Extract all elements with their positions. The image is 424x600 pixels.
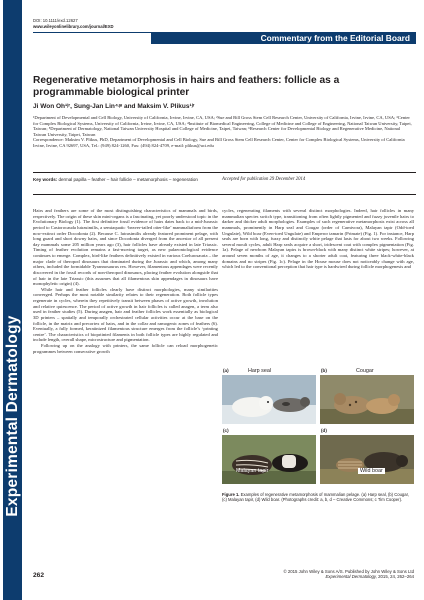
page-number: 262 — [33, 572, 45, 579]
article-title: Regenerative metamorphosis in hairs and feathers: follicle as a programmable biological printer — [33, 75, 340, 98]
panel-name: Wild boar — [360, 468, 383, 474]
panel-name: Harp seal — [248, 368, 272, 374]
accepted-date: Accepted for publication 29 December 2014 — [222, 177, 306, 182]
panel-letter: (d) — [321, 428, 327, 433]
journal-name-vertical: Experimental Dermatology — [4, 315, 21, 517]
harp-seal-photo — [222, 375, 316, 424]
figure-panel-cougar — [320, 368, 414, 424]
wild-boar-photo — [320, 435, 414, 484]
figure-1 — [222, 368, 414, 488]
body-paragraph: cycles, regenerating filaments with several distinct morphologies. Indeed, hair follicles in many mammalian species switch type, transitioning from often lightly pigmented and fuzzy juvenile hairs to darker and thicker adult morphologies. Examples of such regenerative metamorphosis exist across all mammals, prominently in Harp seal and Cougar (order of Carnivora), Malayan tapir (Odd-toed Ungulate), Wild boar (Even-toed Ungulate) and Emperor tamarin (Primate) (Fig. 1). For instance, Harp seals are born with long, fuzzy and distinctly white pelage that lasts for about two weeks. Following several moult cycles, adult Harp seals acquire a short, iridescent coat with complex pigmentation (Fig. 1a). Pelage of newborn Malayan tapirs is brown-black with many distinct white stripes; however, at around seven months of age, it changes to a shorter adult coat, featuring three black-white-black domains and no stripes (Fig. 1c). Pelage in the House mouse does not noticeably change with age, which led to the conventional perception that hair type is hardwired during follicle morphogenesis and — [222, 208, 414, 270]
citation-journal: Experimental Dermatology, — [325, 574, 377, 580]
affiliations — [33, 115, 413, 149]
header-notch — [33, 32, 151, 44]
journal-url-link[interactable]: www.wileyonlinelibrary.com/journal/EXD — [33, 24, 114, 29]
author-list: Ji Won Oh¹ʲʳ, Sung-Jan Lin⁴ʵʶ and Maksim V. Plikus¹ʲʳ — [33, 103, 195, 110]
panel-letter: (b) — [321, 368, 327, 373]
body-left-column — [33, 208, 218, 354]
figure-caption — [222, 492, 414, 502]
section-header — [33, 32, 416, 44]
doi-text: DOI: 10.1111/exd.12627 — [33, 18, 78, 23]
correspondence-text: Correspondence: Maksim V. Plikus, PhD, Department of Developmental and Cell Biology, Sue and Bill Gross Stem Cell Research Center, Center for Complex Biological Systems, University of California Irvine, Irvine, CA 92697, USA, Tel.: (949) 824-1260, Fax: (494) 824-4709, e-mail: plikus@uci.edu — [33, 137, 405, 148]
doi-block — [33, 18, 114, 30]
affiliation-text: ¹Department of Developmental and Cell Biology, University of California, Irvine, Irvine, CA, USA; ²Sue and Bill Gross Stem Cell Research Center, University of California, Irvine, Irvine, CA, USA; ³Center for Complex Biological Systems, University of California, Irvine, Irvine, CA, USA; ⁴Institute of Biomedical Engineering, College of Medicine and College of Engineering, National Taiwan University, Taipei, Taiwan; ⁵Department of Dermatology, National Taiwan University Hospital and College of Medicine, Taipei, Taiwan; ⁶Research Center for Developmental Biology and Regenerative Medicine, National Taiwan University, Taipei, Taiwan — [33, 115, 412, 137]
caption-text: Examples of regenerative metamorphosis of mammalian pelage. (a) Harp seal, (b) Cougar, (c) Malayan tapir, (d) Wild boar. (Photographs credit: a, b, d – Creative Commons; c Tim Cooper). — [222, 492, 409, 503]
cougar-photo — [320, 375, 414, 424]
body-paragraph: Following up on the analogy with printers, the same follicle can reload morphogenetic programmes between consecutive growth — [33, 343, 218, 354]
footer-citation — [284, 569, 414, 580]
panel-letter: (a) — [223, 368, 229, 373]
figure-panel-wild-boar — [320, 428, 414, 484]
citation-line — [284, 574, 414, 579]
malayan-tapir-photo — [222, 435, 316, 484]
figure-panel-harp-seal — [222, 368, 316, 424]
body-right-column — [222, 208, 414, 270]
panel-name: Cougar — [356, 368, 374, 374]
figure-panel-malayan-tapir — [222, 428, 316, 484]
caption-label: Figure 1. — [222, 492, 240, 497]
copyright-text: © 2015 John Wiley & Sons A/S. Published by John Wiley & Sons Ltd — [283, 569, 414, 574]
journal-sidebar — [0, 0, 25, 600]
panel-name: Malayan tapir — [236, 468, 269, 474]
citation-details: 2015, 24, 262–264 — [376, 574, 414, 580]
keywords-text: dermal papilla – feather – hair follicle – metamorphosis – regeneration — [58, 177, 198, 182]
body-paragraph: Hairs and feathers are some of the most distinguishing characteristics of mammals and birds, respectively. The origin of these skin mini-organs is a fascinating, yet poorly understood topic in the Evolutionary Biology (1). The first definitive fossil evidence of hairs dates back to a mid-Jurassic period to Castorocauda lutrasimilis, a semiaquatic ‘beaver-tailed otter-like’ mammaliaform from the now-extinct order Docodonta (2). Because C. lutrasimilis already featured prominent pelage, with long guard and short downy hairs, and since Docodonta diverged from the ancestor of all present day mammals some 205 million years ago (3), hair follicles have already existed in late Triassic. Timing of feather evolution remains a fast-moving target, as new palaeontological evidence continues to emerge. Complex, bird-like feathers definitively existed in various Coelurosauria – the major clade of theropod dinosaurs that dominated during the Jurassic and which, among many others, included the formidable Tyrannosaurus rex. However, filamentous appendages were recently discovered in the fossil records of non-theropod dinosaurs, placing feather evolution alongside that of hair in the late Triassic (this assumes that all filamentous skin appendages in dinosaurs have monophyletic origin) (4). — [33, 208, 218, 287]
divider-top — [33, 172, 416, 173]
keywords — [33, 177, 223, 183]
divider-bottom — [33, 194, 416, 195]
panel-letter: (c) — [223, 428, 229, 433]
keywords-label: Key words: — [33, 177, 58, 182]
body-paragraph: While hair and feather follicles clearly have distinct morphologies, many similarities converged. Perhaps the most notable similarity relates to their regeneration. Both follicle types regenerate in cycles, wherein they repetitively transit between phases of active growth, involution and relative quiescence. The period of active growth in hair follicles is called anagen, a term also used in feather studies (5). During anagen, hair and feather follicles work essentially as biological 3D printers – spatially and temporally orchestrated cellular activities occur at the base on the follicle, in the matrix and precortex of hairs, and in the collar and ramogenic zones of feathers (6). Eventually, a fully formed, keratinized filamentous structure emerges from the follicle’s ‘printing centre’. The characteristics of biopriinted filaments in both follicle types are highly regulated and include length, overall shape, microstructure and pigmentation. — [33, 286, 218, 343]
section-label: Commentary from the Editorial Board — [260, 33, 410, 43]
